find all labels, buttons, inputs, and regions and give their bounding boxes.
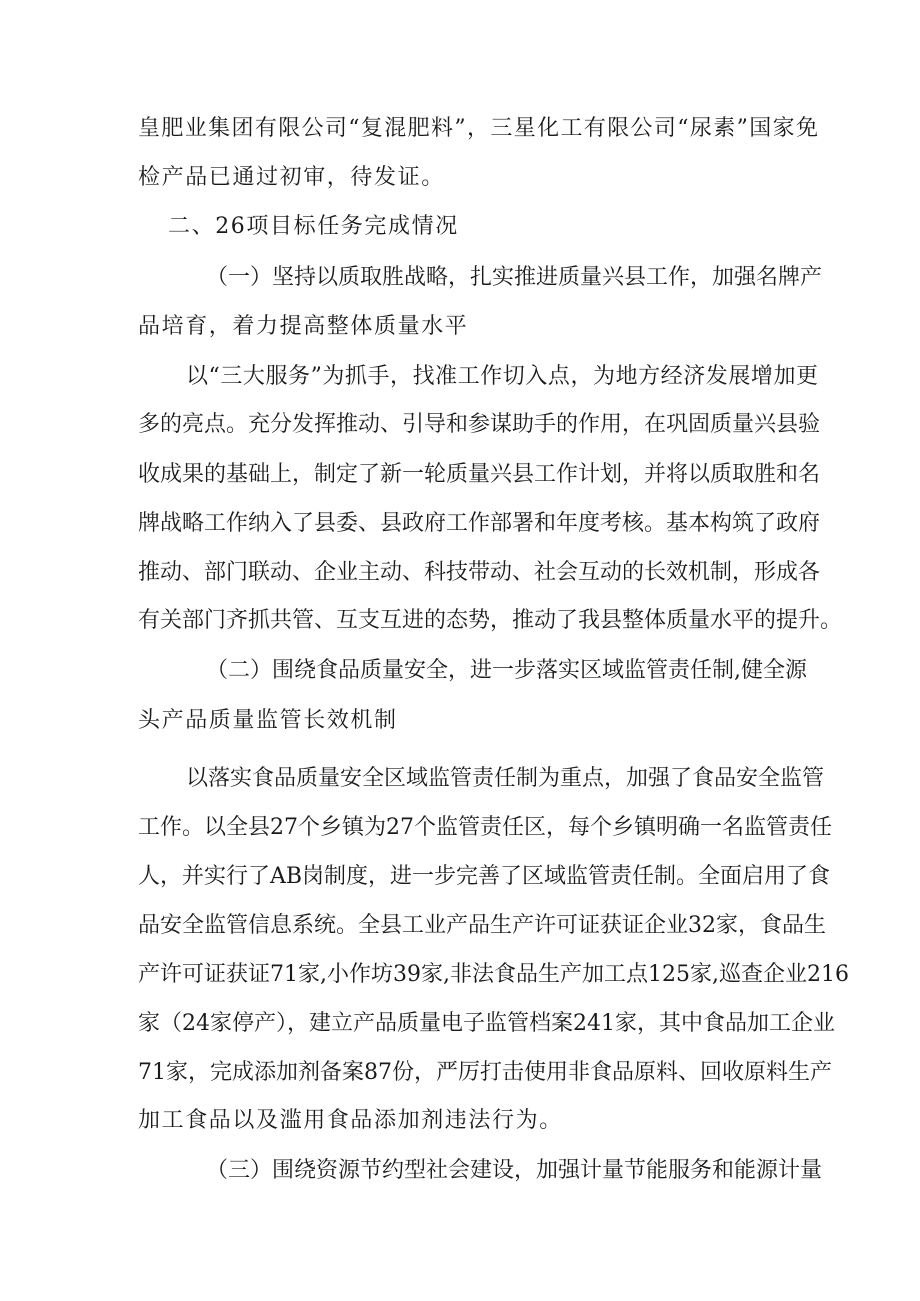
body-text-line: 71家，完成添加剂备案87份，严厉打击使用非食品原料、回收原料生产 (138, 1060, 832, 1085)
body-text-line: 以落实食品质量安全区域监管责任制为重点，加强了食品安全监管 (186, 766, 825, 791)
subsection-heading: 头产品质量监管长效机制 (138, 708, 398, 733)
subsection-heading: （一）坚持以质取胜战略，扎实推进质量兴县工作，加强名牌产 (206, 265, 823, 290)
subsection-heading: 品培育，着力提高整体质量水平 (138, 314, 469, 339)
body-text-line: 品安全监管信息系统。全县工业产品生产许可证获证企业32家，食品生 (138, 913, 826, 938)
subsection-heading: （二）围绕食品质量安全，进一步落实区域监管责任制,健全源 (206, 658, 807, 683)
subsection-heading: （三）围绕资源节约型社会建设，加强计量节能服务和能源计量 (206, 1158, 823, 1183)
body-text-line: 皇肥业集团有限公司“复混肥料”，三星化工有限公司“尿素”国家免 (138, 116, 818, 141)
body-text-line: 多的亮点。充分发挥推动、引导和参谋助手的作用，在巩固质量兴县验 (138, 412, 821, 437)
body-text-line: 有关部门齐抓共管、互支互进的态势，推动了我县整体质量水平的提升。 (138, 608, 843, 633)
body-text-line: 人，并实行了AB岗制度，进一步完善了区域监管责任制。全面启用了食 (138, 864, 831, 889)
body-text-line: 收成果的基础上，制定了新一轮质量兴县工作计划，并将以质取胜和名 (138, 462, 821, 487)
body-text-line: 牌战略工作纳入了县委、县政府工作部署和年度考核。基本构筑了政府 (138, 511, 821, 536)
body-text-line: 家（24家停产），建立产品质量电子监管档案241家，其中食品加工企业 (138, 1011, 835, 1036)
body-text-line: 加工食品以及滥用食品添加剂违法行为。 (138, 1108, 563, 1133)
body-text-line: 工作。以全县27个乡镇为27个监管责任区，每个乡镇明确一名监管责任 (138, 815, 832, 840)
body-text-line: 产许可证获证71家,小作坊39家,非法食品生产加工点125家,巡查企业216 (138, 962, 849, 987)
body-text-line: 推动、部门联动、企业主动、科技带动、社会互动的长效机制，形成各 (138, 560, 821, 585)
section-heading: 二、26项目标任务完成情况 (168, 214, 459, 239)
body-text-line: 以“三大服务”为抓手，找准工作切入点，为地方经济发展增加更 (186, 364, 818, 389)
body-text-line: 检产品已通过初审，待发证。 (138, 165, 445, 190)
